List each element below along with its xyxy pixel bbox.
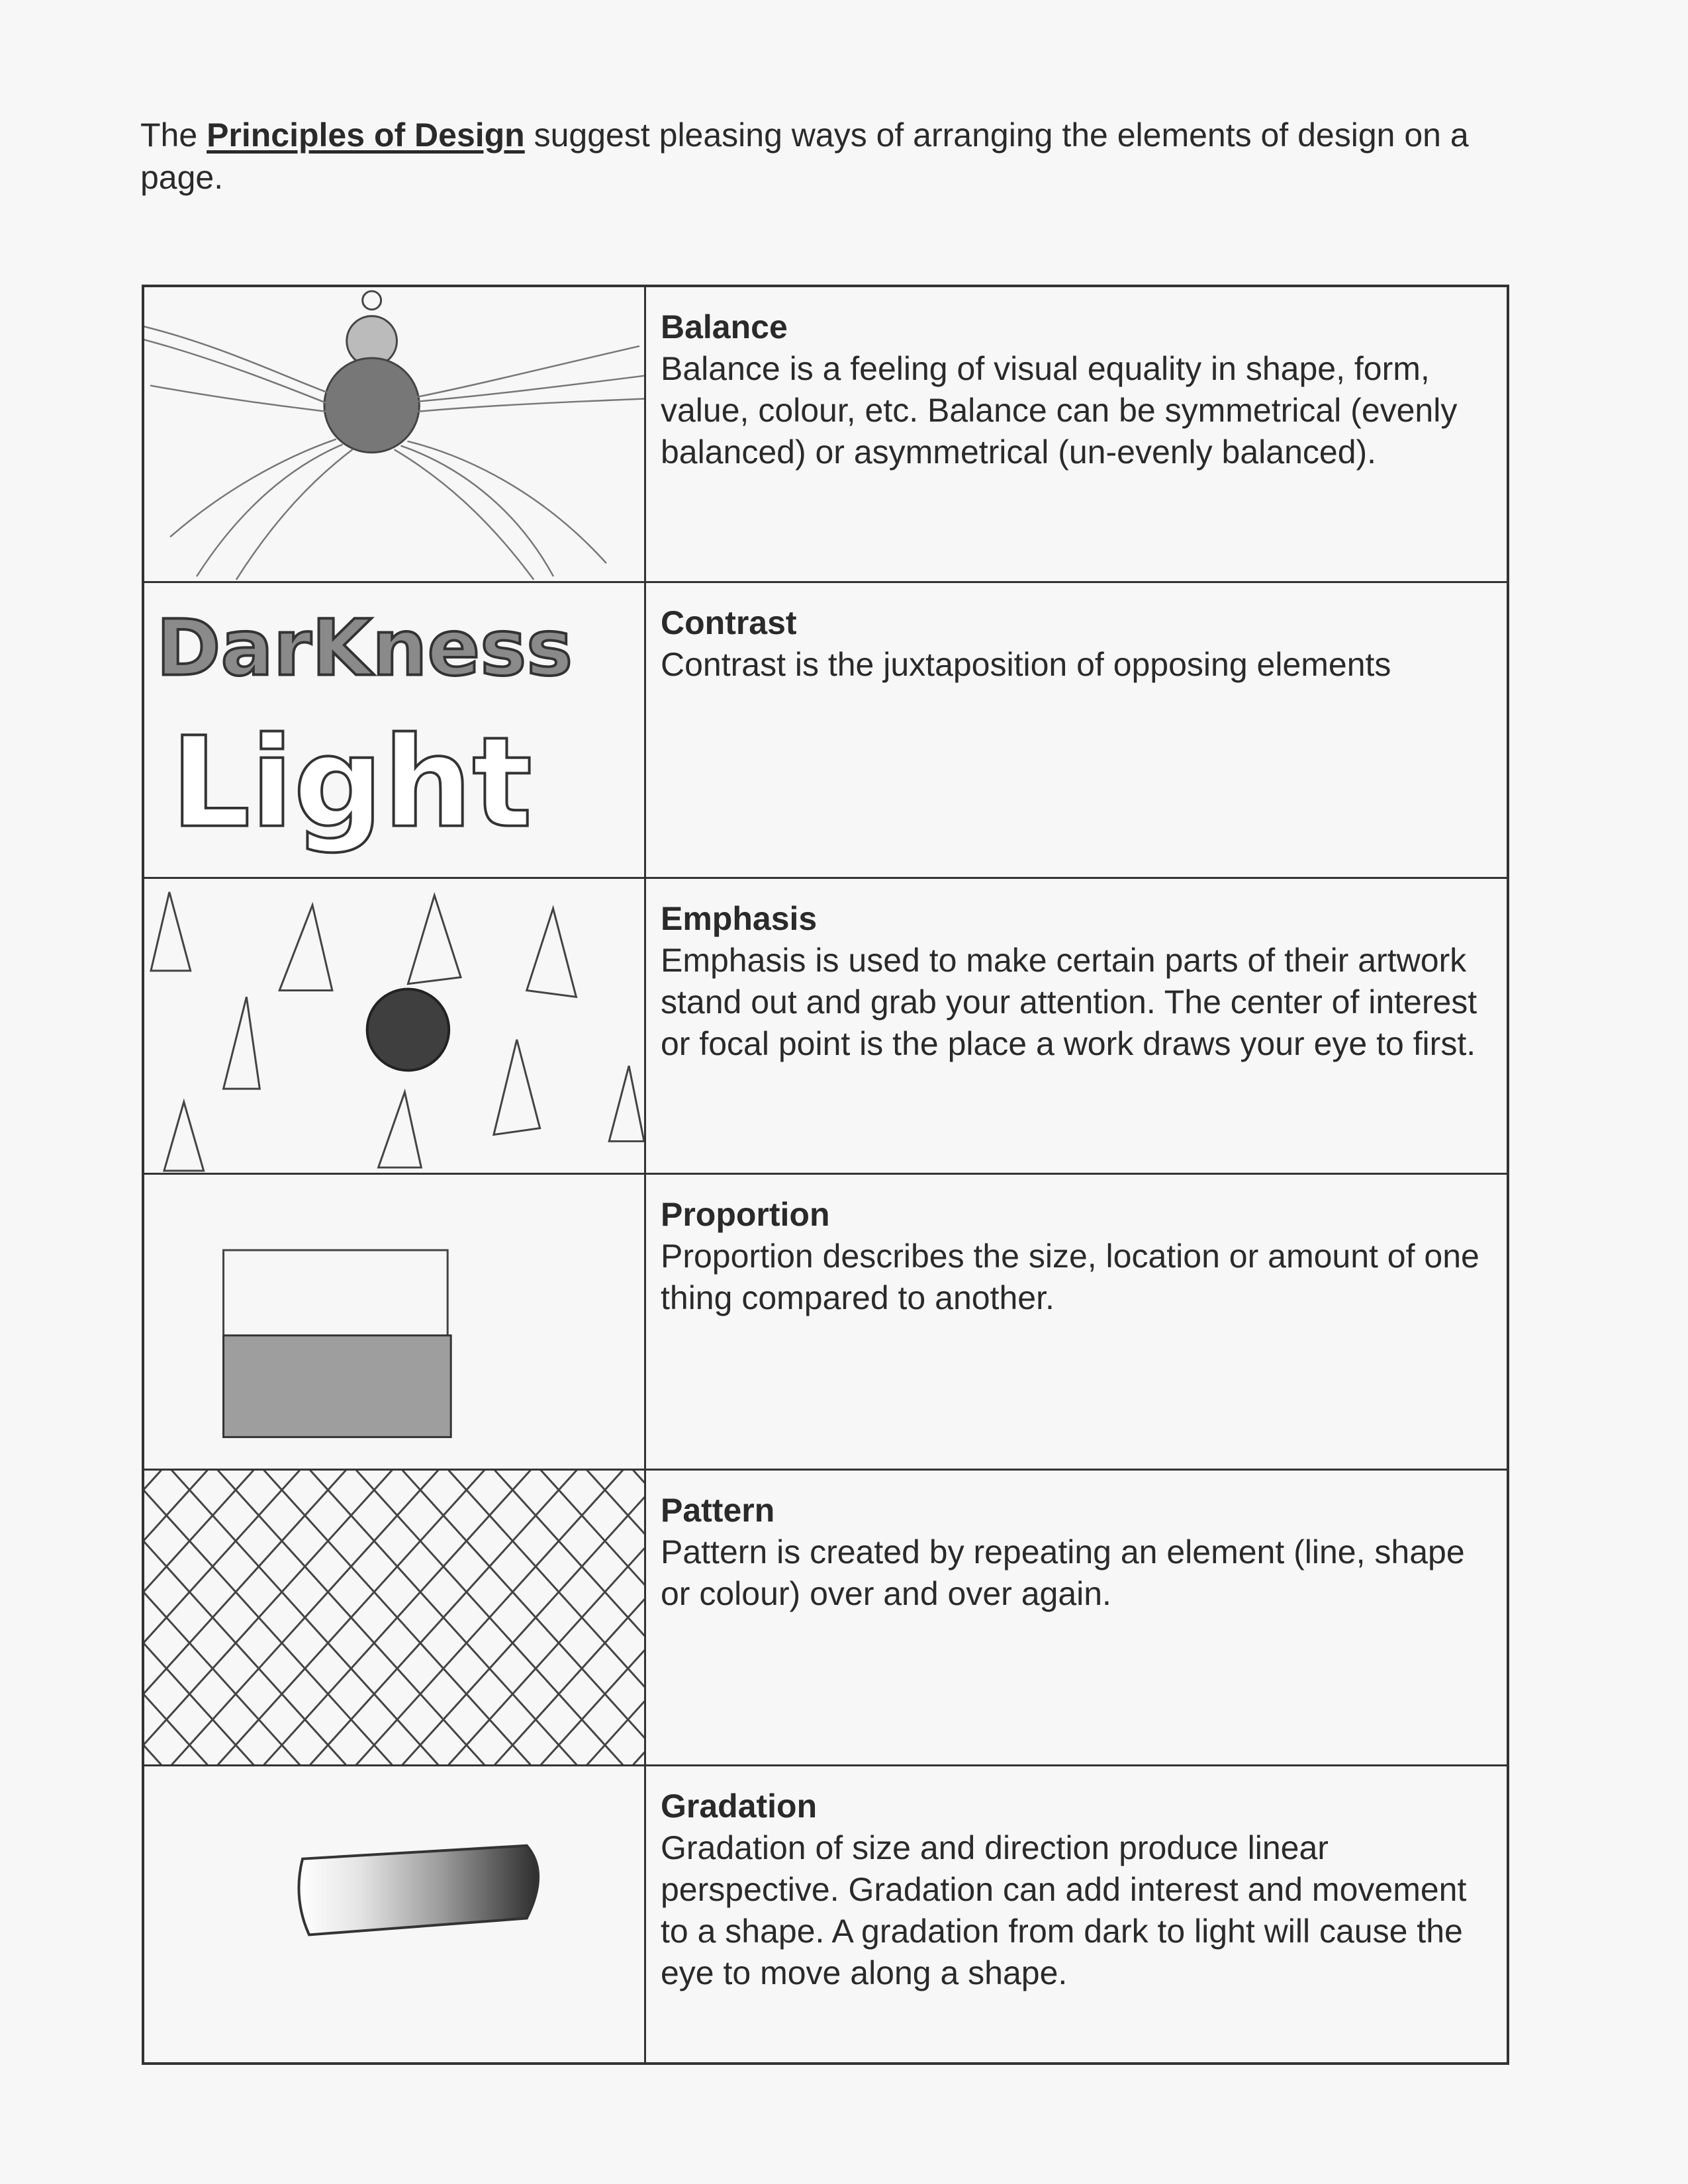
emphasis-description: Emphasis is used to make certain parts of their artwork stand out and grab your attention. The center of interest or focal point is the place a work draws your eye to first.: [661, 942, 1477, 1062]
balance-description: Balance is a feeling of visual equality in shape, form, value, colour, etc. Balance can be symmetrical (evenly balanced) or asymmetrical (un-evenly balanced).: [661, 350, 1458, 471]
hatch-line: [144, 1471, 207, 1764]
hatch-line: [402, 1471, 644, 1764]
hatch-line: [587, 1471, 644, 1764]
pattern-text-cell: [646, 1471, 1507, 1766]
hatch-line: [633, 1471, 644, 1764]
emphasis-illustration: [144, 879, 646, 1175]
gradation-sketch-icon: [144, 1766, 644, 2062]
gradation-title: Gradation: [661, 1788, 818, 1825]
contrast-sketch-word-light: Light: [170, 710, 532, 856]
balance-illustration: [144, 287, 646, 583]
proportion-title: Proportion: [661, 1196, 830, 1233]
emphasis-sketch-icon: [144, 879, 644, 1173]
balance-title: Balance: [661, 308, 788, 345]
hatch-line: [144, 1471, 346, 1764]
pattern-sketch-icon: [144, 1471, 644, 1764]
hatch-line: [449, 1471, 644, 1764]
hatch-line: [144, 1471, 346, 1764]
hatch-line: [144, 1471, 254, 1764]
contrast-text-cell: [646, 583, 1507, 879]
hatch-line: [144, 1471, 161, 1764]
balance-text-cell: [646, 287, 1507, 583]
pattern-description: Pattern is created by repeating an element (line, shape or colour) over and over again.: [661, 1533, 1465, 1612]
hatch-line: [144, 1471, 392, 1764]
gradation-illustration: [144, 1766, 646, 2062]
proportion-illustration: [144, 1175, 646, 1471]
intro-prefix: The: [140, 116, 207, 154]
intro-term: Principles of Design: [207, 116, 525, 154]
gradation-description: Gradation of size and direction produce linear perspective. Gradation can add interest and movement to a shape. A gradation from dark to light will cause the eye to move along a shape.: [661, 1829, 1467, 1991]
hatch-line: [402, 1471, 644, 1764]
principles-table: [142, 285, 1509, 2065]
proportion-text-cell: [646, 1175, 1507, 1471]
contrast-title: Contrast: [661, 604, 797, 641]
contrast-description: Contrast is the juxtaposition of opposing elements: [661, 646, 1391, 683]
hatch-line: [144, 1471, 161, 1764]
hatch-line: [449, 1471, 644, 1764]
pattern-illustration: [144, 1471, 646, 1766]
emphasis-text-cell: [646, 879, 1507, 1175]
proportion-sketch-icon: [144, 1175, 644, 1469]
emphasis-title: Emphasis: [661, 900, 818, 937]
contrast-sketch-icon: [144, 583, 644, 877]
pattern-title: Pattern: [661, 1492, 775, 1529]
gradation-text-cell: [646, 1766, 1507, 2062]
intro-paragraph: [140, 114, 1517, 199]
contrast-sketch-word-dark: DarKness: [156, 603, 573, 694]
balance-sketch-icon: [144, 287, 644, 581]
hatch-line: [587, 1471, 644, 1764]
contrast-illustration: [144, 583, 646, 879]
hatch-line: [144, 1471, 254, 1764]
hatch-line: [633, 1471, 644, 1764]
hatch-line: [144, 1471, 392, 1764]
proportion-description: Proportion describes the size, location or amount of one thing compared to another.: [661, 1238, 1479, 1316]
hatch-line: [144, 1471, 207, 1764]
intro-suffix: suggest pleasing ways of arranging the elements of design on a page.: [140, 116, 1469, 196]
hatch-line: [495, 1471, 644, 1764]
hatch-line: [495, 1471, 644, 1764]
